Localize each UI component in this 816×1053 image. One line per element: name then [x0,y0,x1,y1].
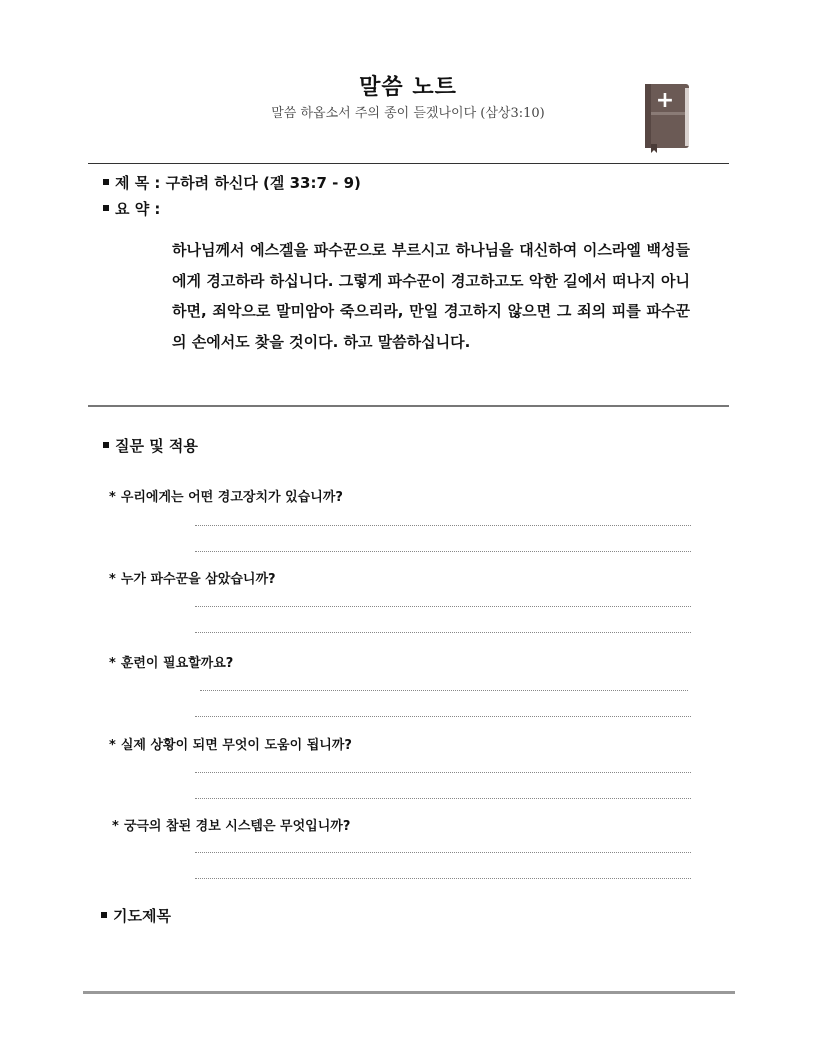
square-bullet-icon [101,912,107,918]
title-value: 구하려 하신다 (겔 33:7 - 9) [165,174,361,192]
answer-line[interactable] [195,798,691,799]
question-item-4: * 실제 상황이 되면 무엇이 도움이 됩니까? [109,738,352,753]
square-bullet-icon [103,205,109,211]
square-bullet-icon [103,179,109,185]
summary-label-row [103,198,160,219]
answer-line[interactable] [195,551,691,552]
answer-line[interactable] [195,772,691,773]
answer-line[interactable] [195,852,691,853]
square-bullet-icon [103,442,109,448]
page-subtitle: 말씀 하옵소서 주의 종이 듣겠나이다 (삼상3:10) [271,106,545,121]
asterisk-icon: * [109,572,116,587]
answer-line[interactable] [195,632,691,633]
summary-label: 요 약 : [115,200,161,218]
title-label: 제 목 : [115,174,161,192]
asterisk-icon: * [109,738,116,753]
prayer-heading: 기도제목 [101,905,171,926]
asterisk-icon: * [109,656,116,671]
page-title: 말씀 노트 [359,75,457,100]
sermon-title-row [103,172,361,193]
cross-icon: + [655,88,675,113]
bible-icon [641,82,693,154]
asterisk-icon: * [109,490,116,505]
question-item-5: * 궁극의 참된 경보 시스템은 무엇입니까? [112,819,351,834]
question-item-3: * 훈련이 필요할까요? [109,656,234,671]
answer-line[interactable] [200,690,688,691]
header-divider [88,163,729,164]
questions-heading: 질문 및 적용 [103,435,198,456]
summary-text: 하나님께서 에스겔을 파수꾼으로 부르시고 하나님을 대신하여 이스라엘 백성들에게 경고하라 하십니다. 그렇게 파수꾼이 경고하고도 악한 길에서 떠나지 아니하면, 죄악으로 말미암아 죽으리라, 만일 경고하지 않으면 그 죄의 피를 파수꾼의 손에서도 찾을 것이다. 하고 말씀하십니다. [172,241,690,351]
question-item-2: * 누가 파수꾼을 삼았습니까? [109,572,276,587]
asterisk-icon: * [112,819,119,834]
section-divider [88,405,729,407]
answer-line[interactable] [195,525,691,526]
question-item-1: * 우리에게는 어떤 경고장치가 있습니까? [109,490,343,505]
answer-line[interactable] [195,878,691,879]
answer-line[interactable] [195,716,691,717]
footer-divider [83,991,735,994]
answer-line[interactable] [195,606,691,607]
